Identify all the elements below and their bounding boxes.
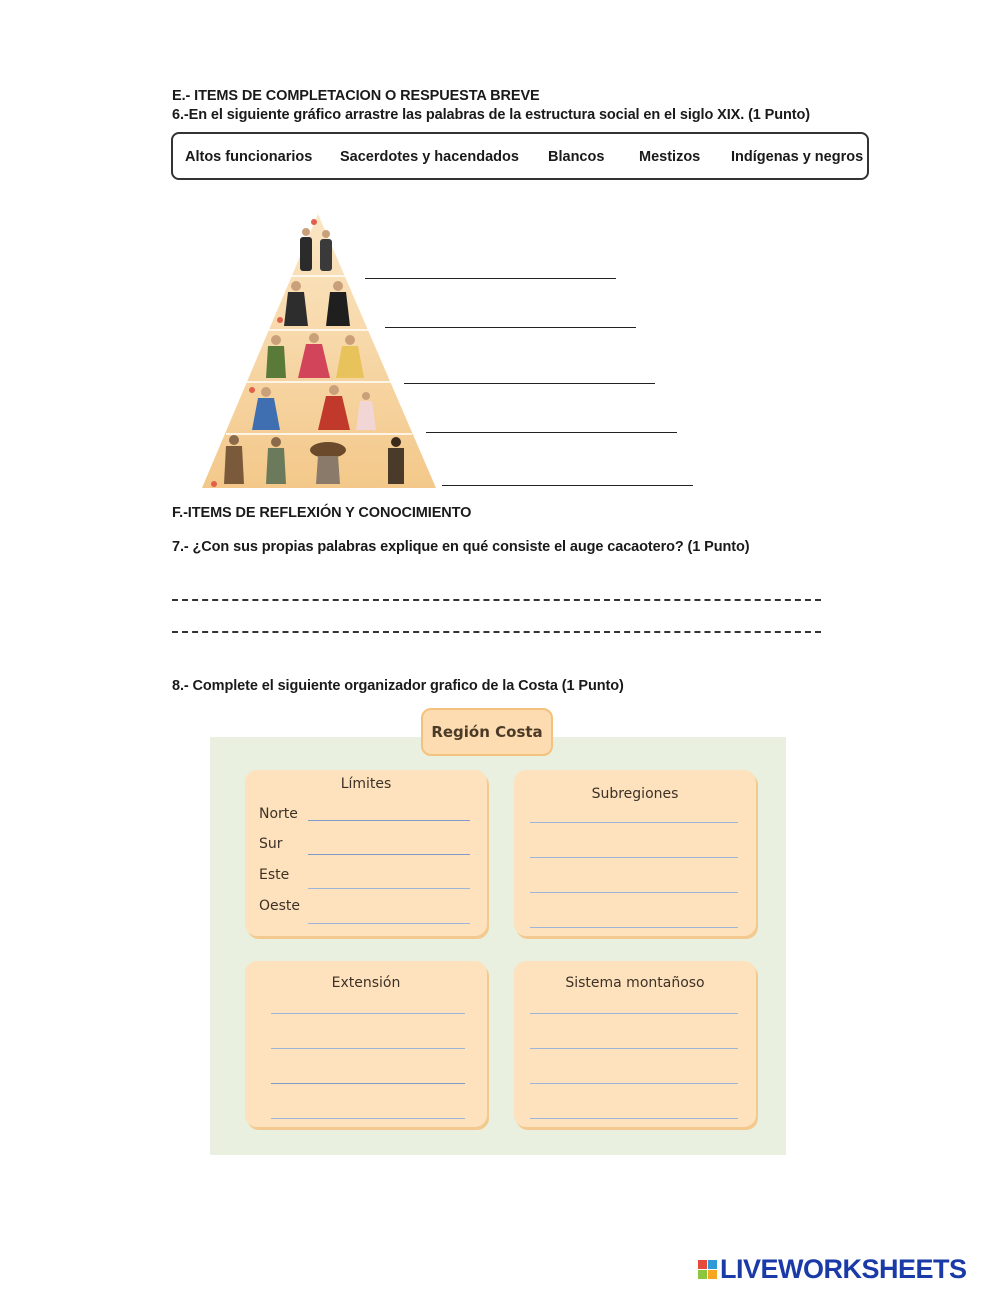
subregiones-answer-2[interactable] xyxy=(530,857,738,858)
label-norte: Norte xyxy=(259,806,298,822)
extension-answer-2[interactable] xyxy=(271,1048,465,1049)
answer-line-1[interactable] xyxy=(172,599,821,601)
sistema-answer-3[interactable] xyxy=(530,1083,738,1084)
word-sacerdotes-hacendados[interactable]: Sacerdotes y hacendados xyxy=(340,149,519,165)
answer-line-2[interactable] xyxy=(172,631,821,633)
subregiones-answer-4[interactable] xyxy=(530,927,738,928)
extension-answer-1[interactable] xyxy=(271,1013,465,1014)
social-pyramid-illustration xyxy=(200,212,440,492)
card-sistema-montanoso xyxy=(514,961,756,1127)
word-blancos[interactable]: Blancos xyxy=(548,149,605,165)
limites-answer-sur[interactable] xyxy=(308,854,470,855)
label-oeste: Oeste xyxy=(259,898,301,914)
card-limites xyxy=(245,770,487,936)
subregiones-answer-1[interactable] xyxy=(530,822,738,823)
limites-answer-oeste[interactable] xyxy=(308,923,470,924)
extension-answer-3[interactable] xyxy=(271,1083,465,1084)
card-extension-title: Extensión xyxy=(331,975,401,991)
section-e-title: E.- ITEMS DE COMPLETACION O RESPUESTA BREVE xyxy=(172,88,540,104)
subregiones-answer-3[interactable] xyxy=(530,892,738,893)
word-mestizos[interactable]: Mestizos xyxy=(639,149,701,165)
word-altos-funcionarios[interactable]: Altos funcionarios xyxy=(185,149,313,165)
sistema-answer-4[interactable] xyxy=(530,1118,738,1119)
logo-squares-icon xyxy=(698,1260,717,1279)
question-6-text: 6.-En el siguiente gráfico arrastre las palabras de la estructura social en el siglo XIX. (1 Punto) xyxy=(172,107,810,123)
label-sur: Sur xyxy=(259,836,283,852)
pyramid-answer-slot-1[interactable] xyxy=(365,278,616,279)
pyramid-answer-slot-2[interactable] xyxy=(385,327,636,328)
word-bank xyxy=(171,132,869,180)
extension-answer-4[interactable] xyxy=(271,1118,465,1119)
pyramid-answer-slot-5[interactable] xyxy=(442,485,693,486)
logo-text: LIVEWORKSHEETS xyxy=(720,1253,967,1284)
limites-answer-este[interactable] xyxy=(308,888,470,889)
question-7-text: 7.- ¿Con sus propias palabras explique en qué consiste el auge cacaotero? (1 Punto) xyxy=(172,539,750,555)
card-subregiones-title: Subregiones xyxy=(591,786,679,802)
limites-answer-norte[interactable] xyxy=(308,820,470,821)
word-indigenas-negros[interactable]: Indígenas y negros xyxy=(731,149,864,165)
pyramid-answer-slot-4[interactable] xyxy=(426,432,677,433)
label-este: Este xyxy=(259,867,290,883)
question-8-text: 8.- Complete el siguiente organizador grafico de la Costa (1 Punto) xyxy=(172,678,624,694)
card-sistema-title: Sistema montañoso xyxy=(565,975,705,991)
sistema-answer-2[interactable] xyxy=(530,1048,738,1049)
liveworksheets-logo xyxy=(698,1255,967,1283)
sistema-answer-1[interactable] xyxy=(530,1013,738,1014)
tier-3-figures xyxy=(266,333,364,378)
card-extension xyxy=(245,961,487,1127)
card-subregiones xyxy=(514,770,756,936)
pyramid-answer-slot-3[interactable] xyxy=(404,383,655,384)
organizer-title: Región Costa xyxy=(421,708,553,756)
card-limites-title: Límites xyxy=(340,776,392,792)
section-f-title: F.-ITEMS DE REFLEXIÓN Y CONOCIMIENTO xyxy=(172,505,472,521)
